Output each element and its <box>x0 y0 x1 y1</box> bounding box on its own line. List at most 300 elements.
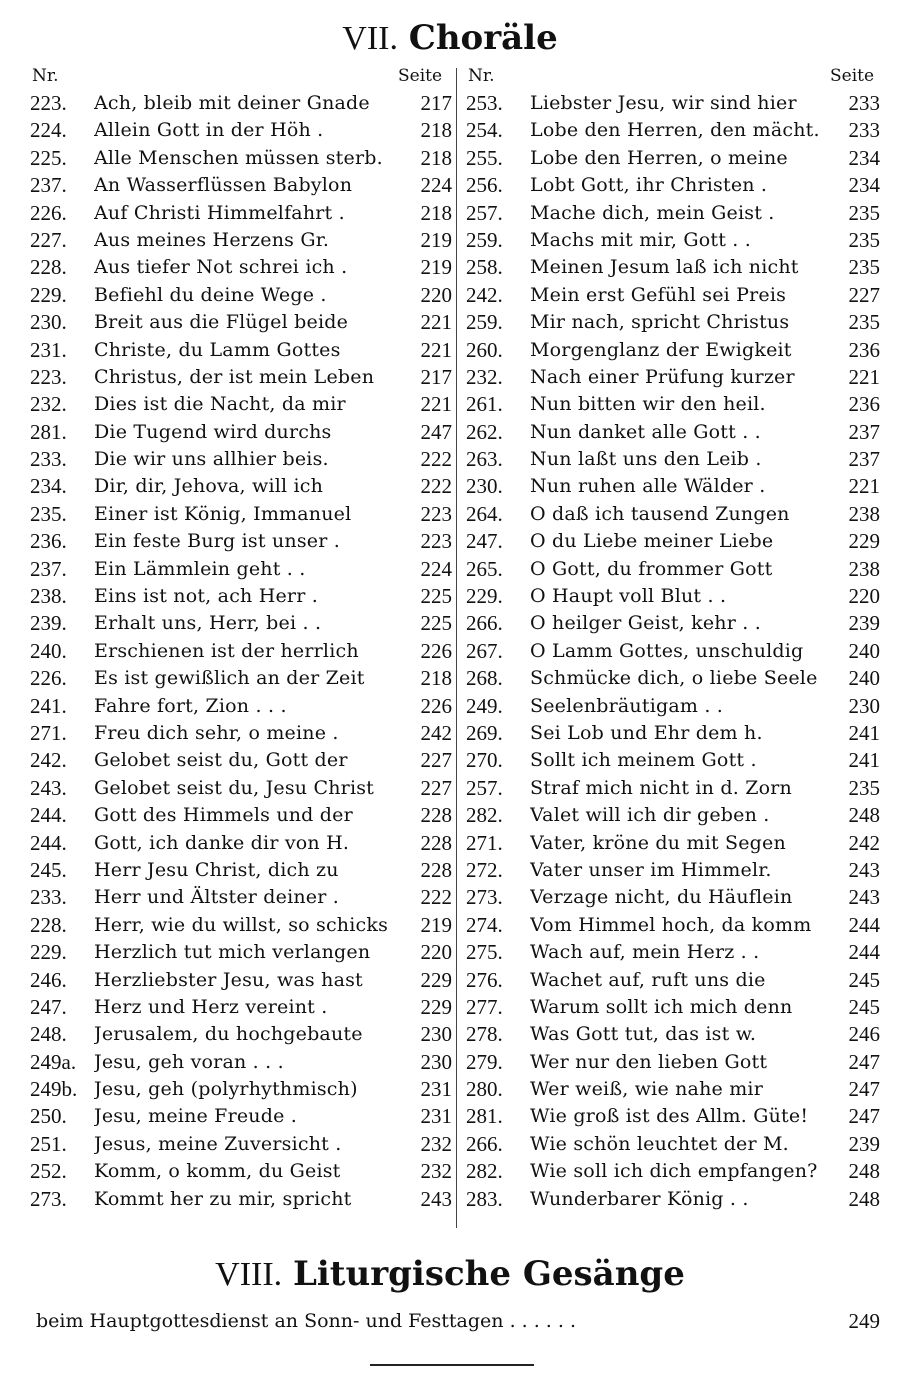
index-entry <box>466 446 880 473</box>
entry-page: 241 <box>848 720 880 745</box>
entry-title: Herz und Herz vereint . <box>94 995 328 1018</box>
index-entry <box>30 583 452 610</box>
index-entry <box>466 747 880 774</box>
entry-title: Dir, dir, Jehova, will ich <box>94 475 324 498</box>
entry-number: 249b. <box>30 1077 78 1102</box>
entry-title: Einer ist König, Immanuel <box>94 502 352 525</box>
index-entry <box>30 610 452 637</box>
index-entry <box>30 90 452 117</box>
end-rule <box>370 1364 534 1366</box>
index-entry <box>466 227 880 254</box>
index-entry <box>466 309 880 336</box>
index-entry <box>30 747 452 774</box>
entry-title: Warum sollt ich mich denn <box>530 995 793 1018</box>
entry-title: Die Tugend wird durchs <box>94 420 332 443</box>
entry-number: 226. <box>30 200 67 225</box>
entry-number: 281. <box>466 1104 503 1129</box>
entry-number: 272. <box>466 857 503 882</box>
entry-title: Vater unser im Himmelr. <box>530 858 772 881</box>
entry-title: Erschienen ist der herrlich <box>94 639 359 662</box>
entry-number: 228. <box>30 255 67 280</box>
index-entry <box>30 775 452 802</box>
index-entry <box>466 583 880 610</box>
entry-number: 270. <box>466 748 503 773</box>
entry-page: 219 <box>420 912 452 937</box>
section-number: VIII. <box>215 1256 283 1293</box>
index-entry <box>30 446 452 473</box>
index-entry <box>466 610 880 637</box>
entry-title: Wunderbarer König . . <box>530 1187 749 1210</box>
entry-page: 234 <box>848 145 880 170</box>
entry-title: Sollt ich meinem Gott . <box>530 749 757 772</box>
entry-number: 282. <box>466 803 503 828</box>
index-entry <box>466 1103 880 1130</box>
right-header-page: Seite <box>830 66 875 86</box>
entry-title: Schmücke dich, o liebe Seele <box>530 667 818 690</box>
index-entry <box>466 117 880 144</box>
entry-title: Ach, bleib mit deiner Gnade <box>94 92 370 114</box>
entry-page: 225 <box>420 584 452 609</box>
entry-title: O Gott, du frommer Gott <box>530 557 773 580</box>
entry-page: 230 <box>420 1049 452 1074</box>
liturgy-entry <box>36 1306 880 1336</box>
entry-number: 266. <box>466 611 503 636</box>
entry-page: 240 <box>848 638 880 663</box>
entry-title: Lobe den Herren, o meine <box>530 146 788 169</box>
entry-page: 236 <box>848 337 880 362</box>
entry-title: O Haupt voll Blut . . <box>530 585 727 608</box>
entry-number: 273. <box>466 885 503 910</box>
entry-page: 222 <box>420 885 452 910</box>
entry-number: 267. <box>466 638 503 663</box>
index-entry <box>466 884 880 911</box>
entry-title: Jesu, geh voran . . . <box>94 1050 284 1073</box>
entry-page: 234 <box>848 173 880 198</box>
entry-page: 249 <box>848 1309 880 1333</box>
entry-number: 273. <box>30 1186 67 1211</box>
entry-page: 237 <box>848 419 880 444</box>
entry-number: 269. <box>466 720 503 745</box>
entry-number: 225. <box>30 145 67 170</box>
entry-number: 256. <box>466 173 503 198</box>
entry-page: 218 <box>420 666 452 691</box>
index-entry <box>30 282 452 309</box>
entry-page: 223 <box>420 501 452 526</box>
entry-page: 229 <box>420 994 452 1019</box>
index-entry <box>30 1076 452 1103</box>
entry-page: 247 <box>420 419 452 444</box>
index-entry <box>30 994 452 1021</box>
index-entry <box>30 391 452 418</box>
entry-page: 235 <box>848 200 880 225</box>
entry-page: 235 <box>848 255 880 280</box>
section-number: VII. <box>342 20 398 57</box>
entry-page: 217 <box>420 91 452 115</box>
index-entry <box>30 802 452 829</box>
entry-title: Erhalt uns, Herr, bei . . <box>94 612 322 635</box>
index-entry <box>30 473 452 500</box>
entry-number: 238. <box>30 584 67 609</box>
entry-number: 229. <box>30 940 67 965</box>
entry-title: Straf mich nicht in d. Zorn <box>530 776 792 799</box>
entry-title: Herr Jesu Christ, dich zu <box>94 858 339 881</box>
entry-page: 228 <box>420 857 452 882</box>
entry-number: 283. <box>466 1186 503 1211</box>
entry-page: 244 <box>848 940 880 965</box>
index-entry <box>466 665 880 692</box>
entry-page: 241 <box>848 748 880 773</box>
entry-title: Lobe den Herren, den mächt. <box>530 119 820 142</box>
entry-page: 233 <box>848 91 880 115</box>
entry-title: Nun danket alle Gott . . <box>530 420 761 443</box>
entry-title: Christe, du Lamm Gottes <box>94 338 341 361</box>
index-entry <box>466 802 880 829</box>
entry-title: Fahre fort, Zion . . . <box>94 694 287 717</box>
entry-title: Nach einer Prüfung kurzer <box>530 365 795 388</box>
entry-number: 276. <box>466 967 503 992</box>
entry-number: 241. <box>30 693 67 718</box>
index-entry <box>466 939 880 966</box>
entry-title: beim Hauptgottesdienst an Sonn- und Festtagen . . . . . . <box>36 1310 577 1332</box>
entry-number: 229. <box>30 282 67 307</box>
entry-page: 224 <box>420 173 452 198</box>
left-header-page: Seite <box>398 66 443 86</box>
index-entry <box>466 830 880 857</box>
entry-title: Es ist gewißlich an der Zeit <box>94 667 365 690</box>
entry-title: Herr, wie du willst, so schicks <box>94 913 389 936</box>
index-entry <box>466 145 880 172</box>
entry-title: Ein feste Burg ist unser . <box>94 530 340 553</box>
section-name: Choräle <box>408 18 558 58</box>
index-entry <box>466 720 880 747</box>
entry-title: Christus, der ist mein Leben <box>94 365 375 388</box>
entry-number: 232. <box>466 364 503 389</box>
index-entry <box>466 364 880 391</box>
entry-page: 219 <box>420 227 452 252</box>
entry-title: Eins ist not, ach Herr . <box>94 585 318 608</box>
entry-title: Komm, o komm, du Geist <box>94 1160 341 1183</box>
entry-title: Gelobet seist du, Jesu Christ <box>94 776 375 799</box>
entry-number: 259. <box>466 227 503 252</box>
entry-number: 262. <box>466 419 503 444</box>
entry-number: 251. <box>30 1131 67 1156</box>
entry-number: 237. <box>30 556 67 581</box>
entry-number: 228. <box>30 912 67 937</box>
entry-number: 274. <box>466 912 503 937</box>
entry-page: 235 <box>848 310 880 335</box>
index-entry <box>466 254 880 281</box>
index-entry <box>30 1158 452 1185</box>
entry-page: 226 <box>420 693 452 718</box>
entry-number: 226. <box>30 666 67 691</box>
entry-page: 218 <box>420 118 452 143</box>
entry-title: Seelenbräutigam . . <box>530 694 724 717</box>
entry-title: An Wasserflüssen Babylon <box>94 174 353 197</box>
entry-title: Nun ruhen alle Wälder . <box>530 475 766 498</box>
entry-title: Mache dich, mein Geist . <box>530 201 775 224</box>
entry-number: 247. <box>30 994 67 1019</box>
entry-title: Liebster Jesu, wir sind hier <box>530 92 797 114</box>
entry-page: 237 <box>848 447 880 472</box>
index-entry <box>466 857 880 884</box>
entry-page: 230 <box>420 1022 452 1047</box>
index-entry <box>30 884 452 911</box>
entry-title: Vom Himmel hoch, da komm <box>530 913 812 936</box>
entry-number: 280. <box>466 1077 503 1102</box>
entry-title: Machs mit mir, Gott . . <box>530 228 752 251</box>
entry-page: 219 <box>420 255 452 280</box>
entry-page: 225 <box>420 611 452 636</box>
entry-number: 271. <box>466 830 503 855</box>
entry-number: 223. <box>30 364 67 389</box>
entry-number: 254. <box>466 118 503 143</box>
entry-page: 231 <box>420 1077 452 1102</box>
entry-page: 227 <box>420 748 452 773</box>
entry-title: Wie schön leuchtet der M. <box>530 1132 789 1155</box>
entry-number: 223. <box>30 91 67 115</box>
entry-page: 236 <box>848 392 880 417</box>
entry-number: 232. <box>30 392 67 417</box>
index-entry <box>466 337 880 364</box>
entry-page: 243 <box>848 857 880 882</box>
entry-title: Die wir uns allhier beis. <box>94 448 329 471</box>
index-entry <box>30 967 452 994</box>
entry-number: 261. <box>466 392 503 417</box>
entry-page: 245 <box>848 967 880 992</box>
index-entry <box>466 638 880 665</box>
entry-page: 220 <box>420 282 452 307</box>
index-entry <box>466 1076 880 1103</box>
entry-title: Nun bitten wir den heil. <box>530 393 766 416</box>
entry-title: Gelobet seist du, Gott der <box>94 749 348 772</box>
index-entry <box>466 1186 880 1213</box>
entry-page: 224 <box>420 556 452 581</box>
entry-title: Jesu, meine Freude . <box>94 1105 298 1128</box>
entry-title: Mir nach, spricht Christus <box>530 311 790 334</box>
index-entry <box>466 912 880 939</box>
entry-number: 282. <box>466 1159 503 1184</box>
entry-title: Meinen Jesum laß ich nicht <box>530 256 799 279</box>
entry-page: 227 <box>420 775 452 800</box>
entry-title: Lobt Gott, ihr Christen . <box>530 174 768 197</box>
entry-number: 230. <box>30 310 67 335</box>
entry-page: 243 <box>420 1186 452 1211</box>
entry-number: 249. <box>466 693 503 718</box>
entry-number: 234. <box>30 474 67 499</box>
entry-title: Aus tiefer Not schrei ich . <box>94 256 348 279</box>
entry-page: 230 <box>848 693 880 718</box>
entry-title: Vater, kröne du mit Segen <box>530 831 786 854</box>
entry-page: 221 <box>420 392 452 417</box>
entry-number: 233. <box>30 447 67 472</box>
entry-page: 228 <box>420 830 452 855</box>
entry-number: 235. <box>30 501 67 526</box>
entry-title: Befiehl du deine Wege . <box>94 283 327 306</box>
index-entry <box>466 1131 880 1158</box>
entry-page: 239 <box>848 611 880 636</box>
entry-title: Dies ist die Nacht, da mir <box>94 393 346 416</box>
entry-number: 258. <box>466 255 503 280</box>
entry-page: 232 <box>420 1131 452 1156</box>
entry-page: 222 <box>420 447 452 472</box>
index-entry <box>30 1049 452 1076</box>
entry-number: 281. <box>30 419 67 444</box>
entry-number: 257. <box>466 200 503 225</box>
entry-number: 233. <box>30 885 67 910</box>
right-header-no: Nr. <box>468 66 495 86</box>
entry-title: Wer weiß, wie nahe mir <box>530 1078 763 1101</box>
index-entry <box>30 309 452 336</box>
index-entry <box>466 1049 880 1076</box>
entry-page: 218 <box>420 200 452 225</box>
index-entry <box>30 665 452 692</box>
entry-page: 238 <box>848 501 880 526</box>
entry-page: 228 <box>420 803 452 828</box>
entry-page: 248 <box>848 803 880 828</box>
entry-page: 226 <box>420 638 452 663</box>
entry-page: 243 <box>848 885 880 910</box>
index-entry <box>466 473 880 500</box>
entry-number: 231. <box>30 337 67 362</box>
entry-title: Ein Lämmlein geht . . <box>94 557 306 580</box>
entry-number: 239. <box>30 611 67 636</box>
column-divider <box>456 68 457 1228</box>
entry-number: 247. <box>466 529 503 554</box>
index-entry <box>466 775 880 802</box>
entry-title: Breit aus die Flügel beide <box>94 311 349 334</box>
entry-page: 245 <box>848 994 880 1019</box>
entry-title: Wie soll ich dich empfangen? <box>530 1160 818 1183</box>
index-entry <box>466 391 880 418</box>
index-entry <box>30 693 452 720</box>
entry-page: 221 <box>420 310 452 335</box>
index-entry <box>30 830 452 857</box>
index-entry <box>466 528 880 555</box>
entry-number: 244. <box>30 830 67 855</box>
entry-page: 244 <box>848 912 880 937</box>
entry-title: Was Gott tut, das ist w. <box>530 1023 757 1046</box>
index-entry <box>466 282 880 309</box>
entry-number: 250. <box>30 1104 67 1129</box>
entry-page: 247 <box>848 1104 880 1129</box>
entry-page: 220 <box>848 584 880 609</box>
index-entry <box>30 145 452 172</box>
entry-number: 263. <box>466 447 503 472</box>
entry-title: Mein erst Gefühl sei Preis <box>530 283 787 306</box>
section-title-liturgy <box>0 1254 900 1295</box>
entry-page: 221 <box>848 474 880 499</box>
entry-page: 238 <box>848 556 880 581</box>
entry-page: 242 <box>848 830 880 855</box>
entry-page: 235 <box>848 775 880 800</box>
entry-page: 242 <box>420 720 452 745</box>
entry-number: 252. <box>30 1159 67 1184</box>
entry-page: 247 <box>848 1077 880 1102</box>
index-entry <box>30 556 452 583</box>
index-entry <box>30 1103 452 1130</box>
entry-page: 220 <box>420 940 452 965</box>
entry-title: Jesus, meine Zuversicht . <box>94 1132 342 1155</box>
entry-title: Wachet auf, ruft uns die <box>530 968 766 991</box>
index-entry <box>30 501 452 528</box>
entry-number: 268. <box>466 666 503 691</box>
index-entry <box>30 912 452 939</box>
entry-title: Gott, ich danke dir von H. <box>94 831 350 854</box>
entry-title: Aus meines Herzens Gr. <box>94 228 330 251</box>
entry-number: 236. <box>30 529 67 554</box>
entry-number: 248. <box>30 1022 67 1047</box>
entry-number: 242. <box>466 282 503 307</box>
index-entry <box>466 994 880 1021</box>
entry-page: 247 <box>848 1049 880 1074</box>
index-entry <box>30 1131 452 1158</box>
index-entry <box>30 200 452 227</box>
entry-title: Verzage nicht, du Häuflein <box>530 886 793 909</box>
entry-number: 244. <box>30 803 67 828</box>
index-entry <box>466 693 880 720</box>
section-name: Liturgische Gesänge <box>292 1254 685 1294</box>
entry-title: Herzlich tut mich verlangen <box>94 941 371 964</box>
entry-number: 230. <box>466 474 503 499</box>
entry-number: 275. <box>466 940 503 965</box>
entry-title: Auf Christi Himmelfahrt . <box>94 201 345 224</box>
entry-title: Kommt her zu mir, spricht <box>94 1187 352 1210</box>
entry-number: 278. <box>466 1022 503 1047</box>
entry-number: 266. <box>466 1131 503 1156</box>
left-index-column <box>30 90 452 1213</box>
entry-page: 232 <box>420 1159 452 1184</box>
entry-title: Jesu, geh (polyrhythmisch) <box>94 1078 358 1101</box>
index-entry <box>30 227 452 254</box>
entry-title: Gott des Himmels und der <box>94 804 353 827</box>
entry-number: 237. <box>30 173 67 198</box>
entry-title: Wer nur den lieben Gott <box>530 1050 768 1073</box>
entry-number: 253. <box>466 91 503 115</box>
entry-page: 221 <box>420 337 452 362</box>
entry-page: 227 <box>848 282 880 307</box>
entry-title: Wach auf, mein Herz . . <box>530 941 760 964</box>
index-entry <box>466 1158 880 1185</box>
index-entry <box>30 720 452 747</box>
entry-page: 223 <box>420 529 452 554</box>
entry-number: 227. <box>30 227 67 252</box>
entry-number: 245. <box>30 857 67 882</box>
index-entry <box>466 419 880 446</box>
entry-title: Alle Menschen müssen sterb. <box>94 146 383 169</box>
entry-number: 246. <box>30 967 67 992</box>
entry-number: 279. <box>466 1049 503 1074</box>
entry-page: 217 <box>420 364 452 389</box>
entry-number: 271. <box>30 720 67 745</box>
entry-number: 243. <box>30 775 67 800</box>
index-entry <box>30 939 452 966</box>
index-entry <box>466 200 880 227</box>
entry-title: Freu dich sehr, o meine . <box>94 721 339 744</box>
entry-page: 231 <box>420 1104 452 1129</box>
index-entry <box>30 857 452 884</box>
entry-title: O Lamm Gottes, unschuldig <box>530 639 804 662</box>
index-entry <box>30 364 452 391</box>
entry-page: 221 <box>848 364 880 389</box>
entry-title: O daß ich tausend Zungen <box>530 502 790 525</box>
entry-page: 239 <box>848 1131 880 1156</box>
entry-title: Allein Gott in der Höh . <box>94 119 324 142</box>
entry-title: Herzliebster Jesu, was hast <box>94 968 363 991</box>
index-entry <box>466 967 880 994</box>
entry-title: Morgenglanz der Ewigkeit <box>530 338 792 361</box>
index-entry <box>30 117 452 144</box>
index-entry <box>30 172 452 199</box>
